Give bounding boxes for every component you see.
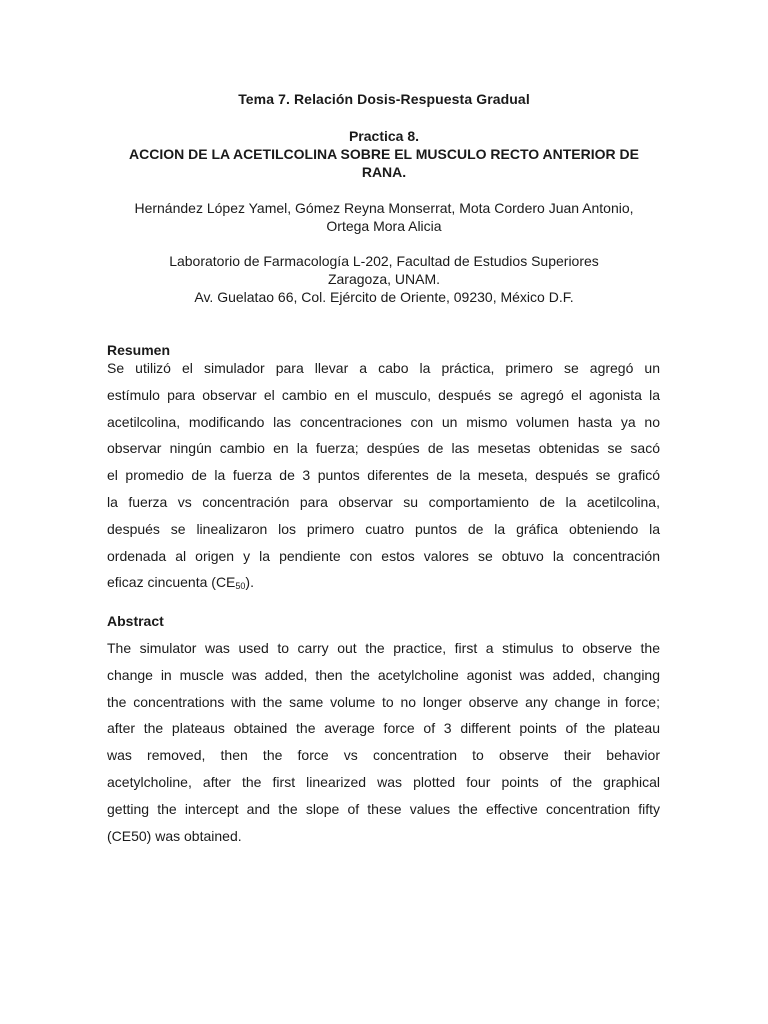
abstract-body	[107, 635, 660, 849]
abstract-line: getting the intercept and the slope of these values the effective concentration fifty	[107, 800, 660, 817]
abstract-last-line: (CE50) was obtained.	[107, 827, 242, 844]
paper-title-line-2: RANA.	[361, 164, 407, 180]
authors-line-1: Hernández López Yamel, Gómez Reyna Monserrat, Mota Cordero Juan Antonio,	[134, 200, 634, 216]
topic-heading: Tema 7. Relación Dosis-Respuesta Gradual	[238, 91, 530, 107]
affiliation-line-2: Zaragoza, UNAM.	[327, 271, 441, 287]
resumen-last-prefix: eficaz cincuenta (CE	[107, 574, 236, 591]
authors	[100, 199, 668, 235]
resumen-last-suffix: ).	[245, 574, 254, 591]
abstract-line: was removed, then the force vs concentration to observe their behavior	[107, 747, 660, 764]
ce50-subscript: 50	[235, 581, 246, 592]
abstract-line: the concentrations with the same volume to no longer observe any change in force;	[107, 693, 660, 710]
abstract-line: acetylcholine, after the first linearized was plotted four points of the graphical	[107, 773, 660, 790]
resumen-line: estímulo para observar el cambio en el musculo, después se agregó el agonista la	[107, 386, 660, 403]
resumen-heading: Resumen	[107, 342, 171, 358]
abstract-line: The simulator was used to carry out the practice, first a stimulus to observe the	[107, 640, 660, 656]
authors-line-2: Ortega Mora Alicia	[326, 218, 442, 234]
resumen-line: el promedio de la fuerza de 3 puntos diferentes de la meseta, después se graficó	[107, 467, 660, 484]
resumen-line: acetilcolina, modificando las concentraciones con un mismo volumen hasta ya no	[107, 413, 660, 430]
practice-title-block	[100, 127, 668, 181]
resumen-body	[107, 355, 660, 600]
resumen-line: la fuerza vs concentración para observar su comportamiento de la acetilcolina,	[107, 493, 660, 510]
abstract-heading: Abstract	[107, 613, 164, 629]
resumen-line: observar ningún cambio en la fuerza; despúes de las mesetas obtenidas se sacó	[107, 440, 660, 457]
paper-title-line-1: ACCION DE LA ACETILCOLINA SOBRE EL MUSCULO RECTO ANTERIOR DE	[129, 146, 639, 162]
abstract-line: after the plateaus obtained the average force of 3 different points of the plateau	[107, 720, 660, 737]
resumen-line: Se utilizó el simulador para llevar a cabo la práctica, primero se agregó un	[107, 360, 660, 376]
affiliation-line-1: Laboratorio de Farmacología L-202, Facultad de Estudios Superiores	[169, 253, 599, 269]
resumen-line: ordenada al origen y la pendiente con estos valores se obtuvo la concentración	[107, 547, 660, 564]
practice-number: Practica 8.	[348, 128, 420, 144]
affiliation	[130, 252, 638, 306]
resumen-line: después se linealizaron los primero cuatro puntos de la gráfica obteniendo la	[107, 520, 660, 537]
address: Av. Guelatao 66, Col. Ejército de Oriente, 09230, México D.F.	[194, 289, 574, 305]
resumen-last-line	[107, 569, 660, 600]
abstract-line: change in muscle was added, then the acetylcholine agonist was added, changing	[107, 666, 660, 683]
